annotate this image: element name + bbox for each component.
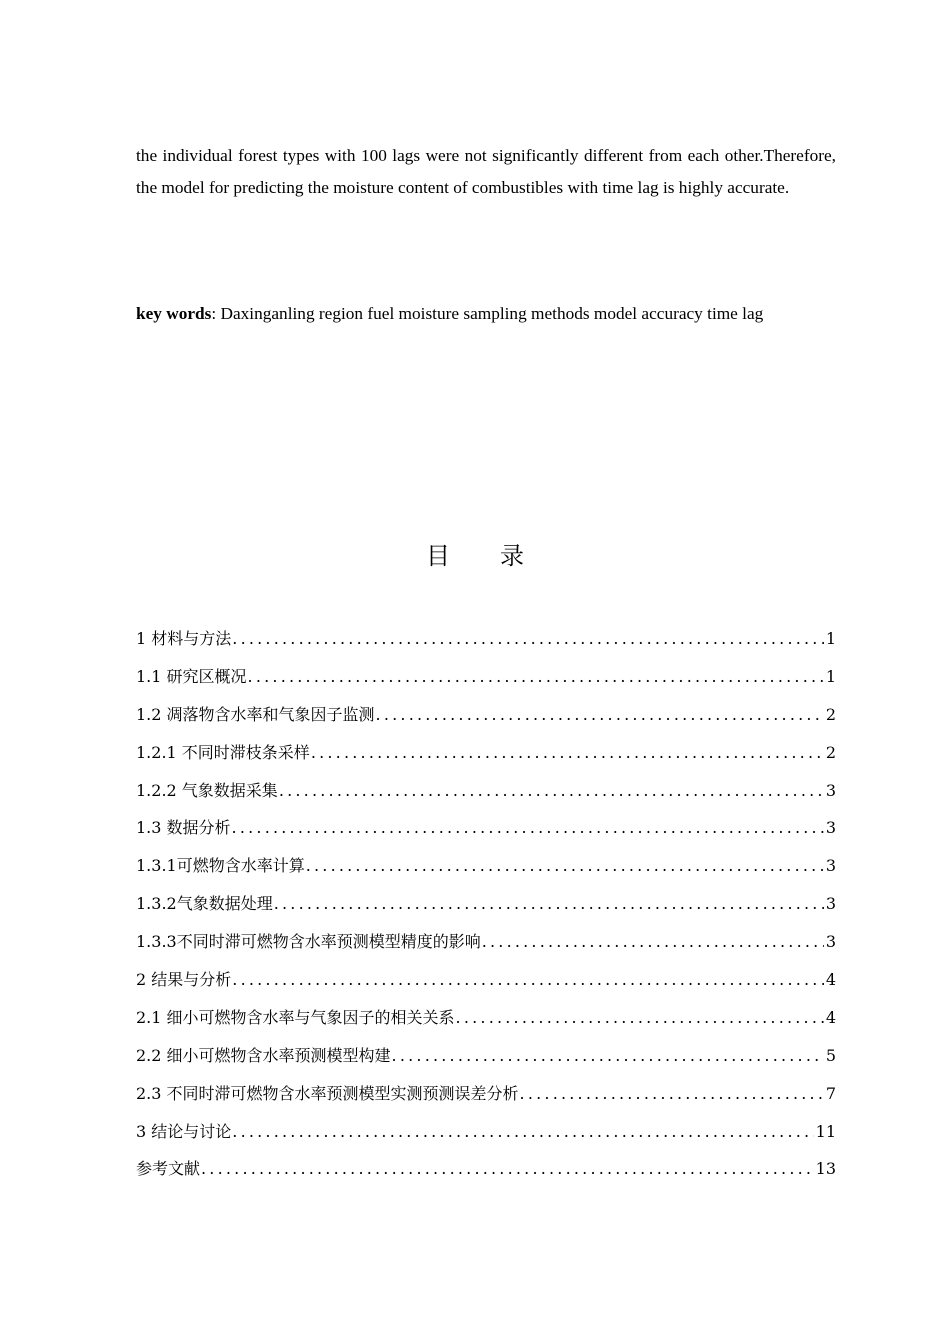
toc-entry-label: 1.3.2气象数据处理 [136,894,273,914]
keywords-text: Daxinganling region fuel moisture sampling methods model accuracy time lag [220,304,764,323]
toc-entry-page: 2 [825,704,836,724]
toc-entry[interactable] [136,734,836,772]
toc-entry-label: 1.3.3不同时滞可燃物含水率预测模型精度的影响 [136,932,481,952]
toc-entry-page: 1 [825,666,836,686]
toc-entry[interactable] [136,696,836,734]
toc-entry-label: 3 结论与讨论 [136,1121,232,1141]
keywords-label: key words [136,304,212,323]
keywords-separator: : [211,304,217,323]
keywords-line [136,298,856,330]
toc-entry[interactable] [136,961,836,999]
toc-entry[interactable] [136,772,836,810]
toc-dot-leader [305,847,824,885]
toc-entry[interactable] [136,847,836,885]
toc-dot-leader [375,696,824,734]
toc-entry-label: 1.3.1可燃物含水率计算 [136,856,305,876]
toc-entry[interactable] [136,809,836,847]
toc-dot-leader [481,923,824,961]
toc-entry-page: 4 [825,970,836,990]
toc-dot-leader [455,999,824,1037]
toc-dot-leader [231,620,824,658]
toc-entry[interactable] [136,658,836,696]
toc-entry-page: 5 [825,1045,836,1065]
toc-entry-page: 3 [825,932,836,952]
toc-entry-label: 1.2.2 气象数据采集 [136,780,278,800]
toc-entry-label: 2.3 不同时滞可燃物含水率预测模型实测预测误差分析 [136,1083,519,1103]
toc-entry[interactable] [136,1113,836,1151]
toc-entry-label: 1.2.1 不同时滞枝条采样 [136,742,310,762]
toc-entry-page: 4 [825,1007,836,1027]
toc-entry-label: 2 结果与分析 [136,970,232,990]
toc-entry-page: 2 [825,742,836,762]
toc-entry[interactable] [136,1075,836,1113]
toc-dot-leader [231,1113,813,1151]
toc-dot-leader [278,772,824,810]
toc-title-char: 目 [426,542,450,570]
toc-dot-leader [310,734,824,772]
toc-entry-page: 13 [815,1159,836,1179]
abstract-paragraph: the individual forest types with 100 lags were not significantly different from each other.Therefore, the model for predicting the moisture content of combustibles with time lag is highly accurate. [136,146,836,197]
toc-entry-label: 参考文献 [136,1159,201,1179]
toc-entry-label: 1.1 研究区概况 [136,666,247,686]
toc-entry-page: 3 [825,818,836,838]
toc-entry-page: 7 [825,1083,836,1103]
table-of-contents [136,620,836,1188]
toc-entry[interactable] [136,885,836,923]
toc-dot-leader [200,1150,814,1188]
toc-title [0,536,950,576]
toc-entry-page: 1 [825,629,836,648]
toc-entry-label: 1.2 凋落物含水率和气象因子监测 [136,704,375,724]
toc-title-char: 录 [500,542,524,570]
toc-entry[interactable] [136,1150,836,1188]
toc-dot-leader [273,885,824,923]
toc-dot-leader [391,1037,824,1075]
toc-dot-leader [247,658,824,696]
toc-entry[interactable] [136,620,836,658]
toc-entry-label: 2.2 细小可燃物含水率预测模型构建 [136,1045,391,1065]
toc-entry-label: 2.1 细小可燃物含水率与气象因子的相关关系 [136,1007,455,1027]
toc-entry-page: 3 [825,780,836,800]
toc-entry[interactable] [136,923,836,961]
toc-entry-page: 3 [825,856,836,876]
toc-entry-label: 1 材料与方法 [136,629,232,648]
toc-entry[interactable] [136,999,836,1037]
toc-entry-page: 3 [825,894,836,914]
toc-dot-leader [519,1075,824,1113]
toc-dot-leader [231,961,824,999]
toc-entry-page: 11 [815,1121,836,1141]
toc-dot-leader [231,809,824,847]
toc-entry-label: 1.3 数据分析 [136,818,231,838]
toc-entry[interactable] [136,1037,836,1075]
